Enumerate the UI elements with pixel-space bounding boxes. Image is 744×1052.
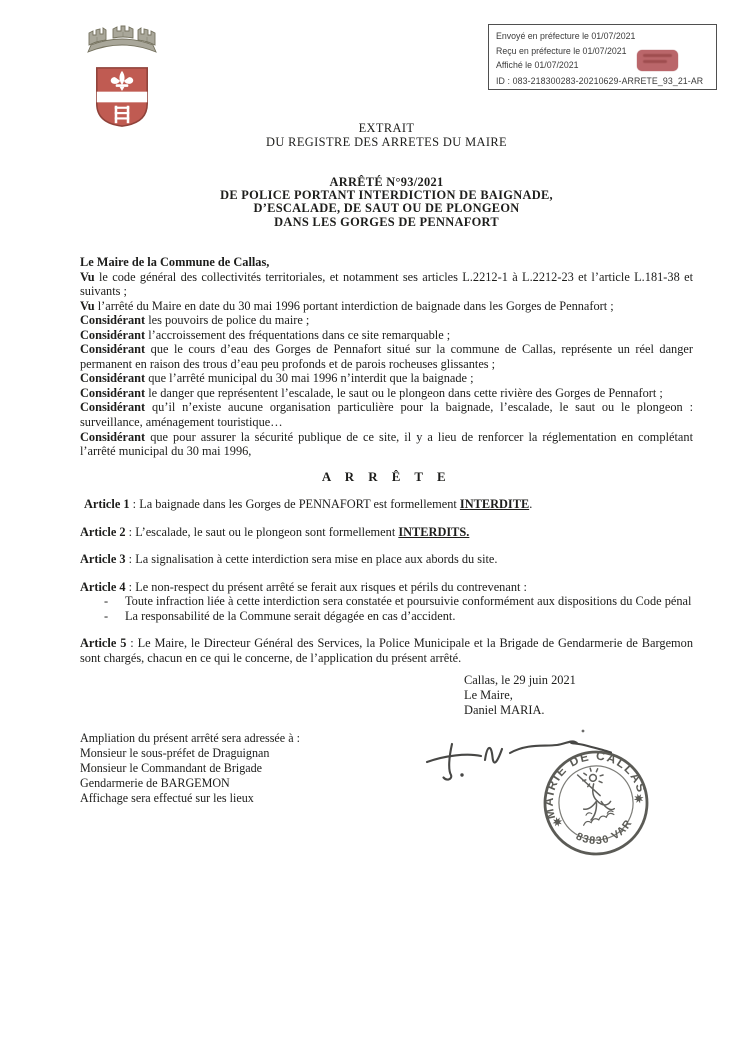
ampliation-line: Affichage sera effectué sur les lieux [80,790,254,805]
arrete-heading: A R R Ê T E [321,469,452,484]
stamp-bottom-text: 83830 VAR [574,817,635,848]
prefecture-transmission-box [488,24,717,90]
considerant-clause: Considérant que pour assurer la sécurité publique de ce site, il y a lieu de renforcer la réglementation en complétant l’arrêté municipal du 30 mai 1996, [80,429,693,459]
signatory-title: Le Maire, [464,688,513,703]
document-body [80,255,693,666]
mural-crown-icon [85,25,159,53]
considerant-clause: Considérant que le cours d’eau des Gorges de Pennafort situé sur la commune de Callas, représente un réel danger permanent en raison des trous d’eau peu profonds et de parois rocheuses glissantes ; [80,342,693,371]
opening-line: Le Maire de la Commune de Callas, [80,255,270,269]
considerant-clause: Considérant les pouvoirs de police du maire ; [80,313,310,328]
considerant-clause: Considérant qu’il n’existe aucune organisation particulière pour la baignade, l’escalade, le saut ou le plongeon : surveillance, aménagement touristique… [80,400,693,430]
arrete-title [80,176,693,229]
article-1: Article 1 : La baignade dans les Gorges de PENNAFORT est formellement INTERDITE. [84,497,533,512]
stamp-id-line: ID : 083-218300283-20210629-ARRETE_93_21-AR [496,75,704,86]
signatory-name: Daniel MARIA. [464,703,545,718]
vu-clause: Vu le code général des collectivités territoriales, et notamment ses articles L.2212-1 à L.2212-23 et l’article L.181-38 et suivants ; [80,269,693,299]
ampliation-line: Ampliation du présent arrêté sera adressée à : [80,731,300,745]
title-line-2: DE POLICE PORTANT INTERDICTION DE BAIGNADE, [220,188,553,203]
registre-line: DU REGISTRE DES ARRETES DU MAIRE [265,135,507,150]
ampliation-line: Monsieur le sous-préfet de Draguignan [80,745,270,760]
stamp-emblem-figure [569,765,616,825]
article-4-bullets [80,594,693,623]
title-line-number: ARRÊTÉ N°93/2021 [329,175,444,189]
article-2: Article 2 : L’escalade, le saut ou le plongeon sont formellement INTERDITS. [80,524,470,539]
shield-icon [93,65,151,129]
document-header [80,121,693,150]
considerant-clause: Considérant l’accroissement des fréquentations dans ce site remarquable ; [80,327,451,342]
bullet-dash: - [104,594,109,609]
title-line-3: D’ESCALADE, DE SAUT OU DE PLONGEON [253,201,520,216]
svg-text:83830 VAR [572,815,639,854]
article-5: Article 5 : Le Maire, le Directeur Général des Services, la Police Municipale et la Brigade de Gendarmerie de Bargemon sont chargés, chacun en ce qui le concerne, de l’application du présent arrêté. [80,636,693,666]
place-date: Callas, le 29 juin 2021 [464,673,576,687]
bullet-item: - La responsabilité de la Commune serait dégagée en cas d’accident. [104,608,456,623]
bullet-item: - Toute infraction liée à cette interdiction sera constatée et poursuivie conformément aux dispositions du Code pénal [104,594,692,609]
vu-clause: Vu l’arrêté du Maire en date du 30 mai 1996 portant interdiction de baignade dans les Gorges de Pennafort ; [80,298,614,313]
bullet-dash: - [104,608,109,623]
signature-block [464,673,576,719]
ampliation-line: Monsieur le Commandant de Brigade [80,760,263,775]
ampliation-block [80,731,300,806]
article-4: Article 4 : Le non-respect du présent arrêté se ferait aux risques et périls du contrevenant : [80,579,527,594]
stamp-line-recu: Reçu en préfecture le 01/07/2021 [496,45,627,56]
stamp-line-envoye: Envoyé en préfecture le 01/07/2021 [496,31,636,41]
ampliation-line: Gendarmerie de BARGEMON [80,775,230,790]
considerant-clause: Considérant que l’arrêté municipal du 30 mai 1996 n’interdit que la baignade ; [80,371,474,386]
stamp-top-text: MAIRIE DE CALLAS [541,748,649,821]
extrait-line: EXTRAIT [358,121,415,135]
callas-coat-of-arms [84,25,160,134]
shield-band [97,92,147,103]
article-3: Article 3 : La signalisation à cette interdiction sera mise en place aux abords du site. [80,552,498,567]
stamp-line-affiche: Affiché le 01/07/2021 [496,60,579,71]
actes-red-seal-icon [637,50,678,71]
considerant-clause: Considérant le danger que représentent l’escalade, le saut ou le plongeon dans cette rivière des Gorges de Pennafort ; [80,385,663,400]
title-line-4: DANS LES GORGES DE PENNAFORT [274,214,499,229]
